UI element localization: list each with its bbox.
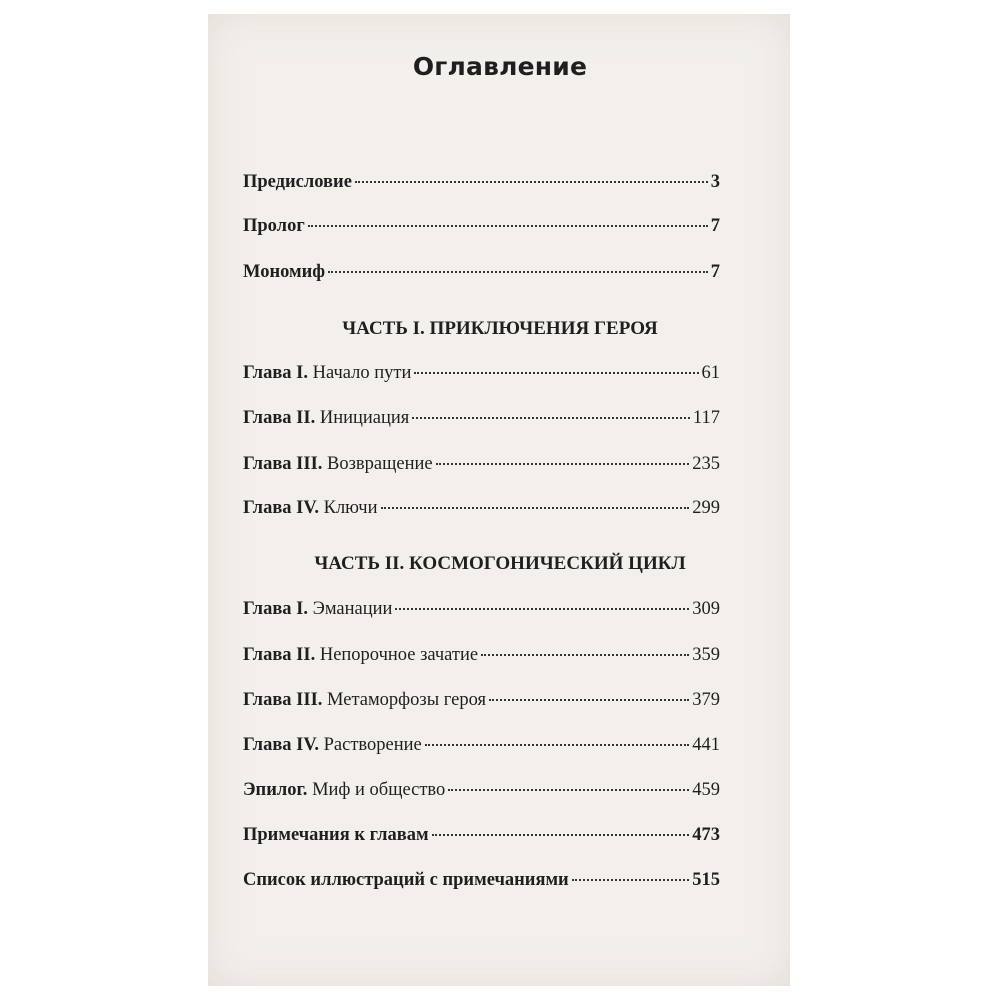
part1-heading: ЧАСТЬ I. ПРИКЛЮЧЕНИЯ ГЕРОЯ: [342, 318, 658, 339]
toc-entry-page: 7: [710, 262, 720, 282]
chapter-title: Ключи: [323, 498, 378, 518]
dot-leader: [436, 463, 690, 465]
toc-entry-label: [243, 645, 478, 666]
toc-entry-page: 379: [692, 690, 720, 710]
toc-entry-label: Список иллюстраций с примечаниями: [243, 870, 569, 890]
chapter-title: Возвращение: [327, 454, 433, 474]
toc-entry-epilogue: [243, 780, 720, 804]
toc-entry-page: 235: [692, 454, 720, 474]
dot-leader: [481, 654, 689, 656]
dot-leader: [328, 271, 708, 273]
chapter-prefix: Глава I.: [243, 599, 309, 619]
toc-entry-page: 3: [710, 172, 720, 192]
dot-leader: [395, 608, 689, 610]
chapter-prefix: Глава II.: [243, 408, 316, 428]
toc-entry-page: 7: [710, 216, 720, 236]
toc-entry-prologue: [243, 216, 720, 240]
toc-entry-page: 309: [692, 599, 720, 619]
toc-entry-page: 473: [692, 825, 720, 845]
chapter-prefix: Глава II.: [243, 645, 316, 665]
toc-entry-p2-ch3: [243, 690, 720, 714]
chapter-prefix: Эпилог.: [243, 780, 308, 800]
dot-leader: [425, 744, 690, 746]
toc-entry-page: 299: [692, 498, 720, 518]
toc-entry-notes: [243, 825, 720, 849]
toc-entry-p1-ch1: [243, 363, 720, 387]
dot-leader: [489, 699, 689, 701]
toc-entry-page: 459: [692, 780, 720, 800]
toc-entry-label: [243, 599, 392, 620]
toc-entry-page: 515: [692, 870, 720, 890]
toc-entry-illustrations: [243, 870, 720, 894]
toc-entry-label: [243, 363, 411, 384]
toc-entry-label: [243, 454, 433, 475]
chapter-prefix: Глава III.: [243, 454, 323, 474]
toc-entry-p2-ch1: [243, 599, 720, 623]
dot-leader: [432, 834, 690, 836]
chapter-prefix: Глава IV.: [243, 735, 319, 755]
chapter-prefix: Глава III.: [243, 690, 323, 710]
dot-leader: [381, 507, 690, 509]
chapter-title: Миф и общество: [312, 780, 446, 800]
toc-entry-p1-ch3: [243, 454, 720, 478]
toc-entry-page: 441: [692, 735, 720, 755]
toc-entry-monomyth: [243, 262, 720, 286]
toc-entry-label: Предисловие: [243, 172, 352, 192]
toc-entry-label: Пролог: [243, 216, 305, 236]
chapter-title: Эманации: [312, 599, 393, 619]
toc-entry-label: [243, 780, 445, 801]
dot-leader: [308, 225, 708, 227]
chapter-title: Инициация: [319, 408, 410, 428]
chapter-title: Начало пути: [312, 363, 412, 383]
toc-entry-page: 117: [692, 408, 720, 428]
chapter-title: Метаморфозы героя: [327, 690, 486, 710]
toc-entry-preface: [243, 172, 720, 196]
toc-entry-p1-ch4: [243, 498, 720, 522]
toc-entry-label: [243, 690, 486, 711]
chapter-title: Растворение: [323, 735, 422, 755]
toc-entry-p1-ch2: [243, 408, 720, 432]
toc-entry-label: [243, 735, 422, 756]
toc-entry-page: 61: [701, 363, 720, 383]
dot-leader: [412, 417, 690, 419]
dot-leader: [414, 372, 698, 374]
chapter-prefix: Глава IV.: [243, 498, 319, 518]
part2-heading: ЧАСТЬ II. КОСМОГОНИЧЕСКИЙ ЦИКЛ: [314, 553, 686, 574]
dot-leader: [572, 879, 690, 881]
toc-entry-p2-ch2: [243, 645, 720, 669]
toc-entry-label: Мономиф: [243, 262, 326, 282]
chapter-title: Непорочное зачатие: [319, 645, 479, 665]
chapter-prefix: Глава I.: [243, 363, 309, 383]
toc-entry-label: [243, 408, 409, 429]
toc-entry-label: Примечания к главам: [243, 825, 429, 845]
dot-leader: [448, 789, 689, 791]
toc-entry-label: [243, 498, 378, 519]
toc-entry-page: 359: [692, 645, 720, 665]
dot-leader: [355, 181, 708, 183]
toc-entry-p2-ch4: [243, 735, 720, 759]
toc-title: Оглавление: [412, 52, 588, 81]
